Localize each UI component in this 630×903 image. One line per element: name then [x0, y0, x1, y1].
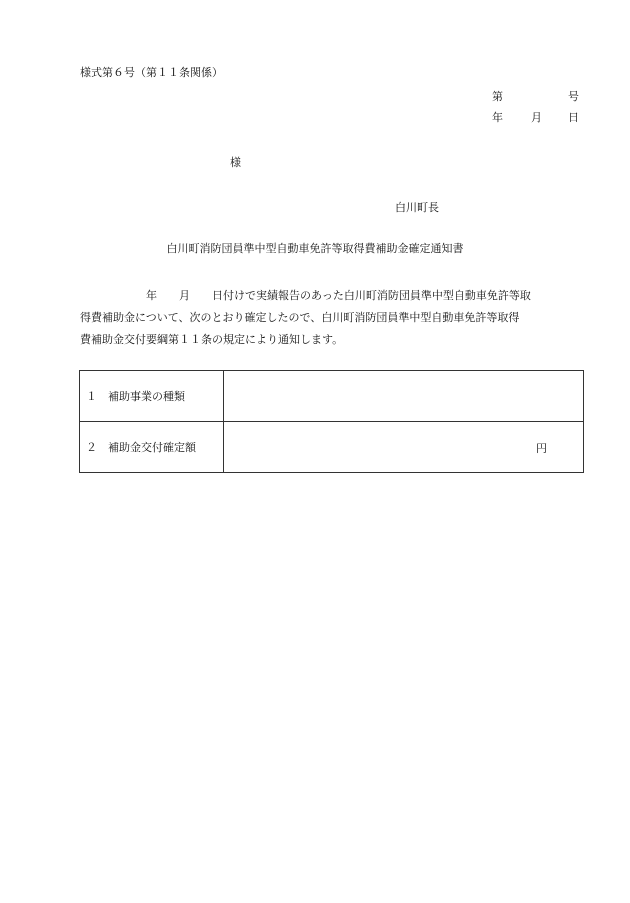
recipient-honorific: 様: [230, 156, 241, 169]
body-line-1: 年 月 日付けで実績報告のあった白川町消防団員準中型自動車免許等取: [80, 289, 531, 302]
table-row: [80, 371, 584, 422]
row-label-confirmed-amount: ２ 補助金交付確定額: [80, 422, 224, 473]
row-value-confirmed-amount: [224, 422, 584, 473]
date-year: 年: [492, 111, 503, 124]
sender-name: 白川町長: [395, 201, 439, 214]
date-day: 日: [568, 111, 579, 124]
row-value-project-type: [224, 371, 584, 422]
subsidy-table: [79, 370, 584, 473]
yen-unit: 円: [536, 442, 547, 455]
row-label-project-type: １ 補助事業の種類: [80, 371, 224, 422]
document-title: 白川町消防団員準中型自動車免許等取得費補助金確定通知書: [166, 242, 464, 255]
date-month: 月: [531, 111, 542, 124]
body-paragraph: [80, 285, 600, 351]
body-line-3: 費補助金交付要綱第１１条の規定により通知します。: [80, 333, 344, 346]
form-number: 様式第６号（第１１条関係）: [80, 66, 223, 79]
body-line-2: 得費補助金について、次のとおり確定したので、白川町消防団員準中型自動車免許等取得: [80, 311, 520, 324]
table-row: [80, 422, 584, 473]
doc-no-prefix: 第: [492, 90, 503, 103]
doc-no-suffix: 号: [568, 90, 579, 103]
